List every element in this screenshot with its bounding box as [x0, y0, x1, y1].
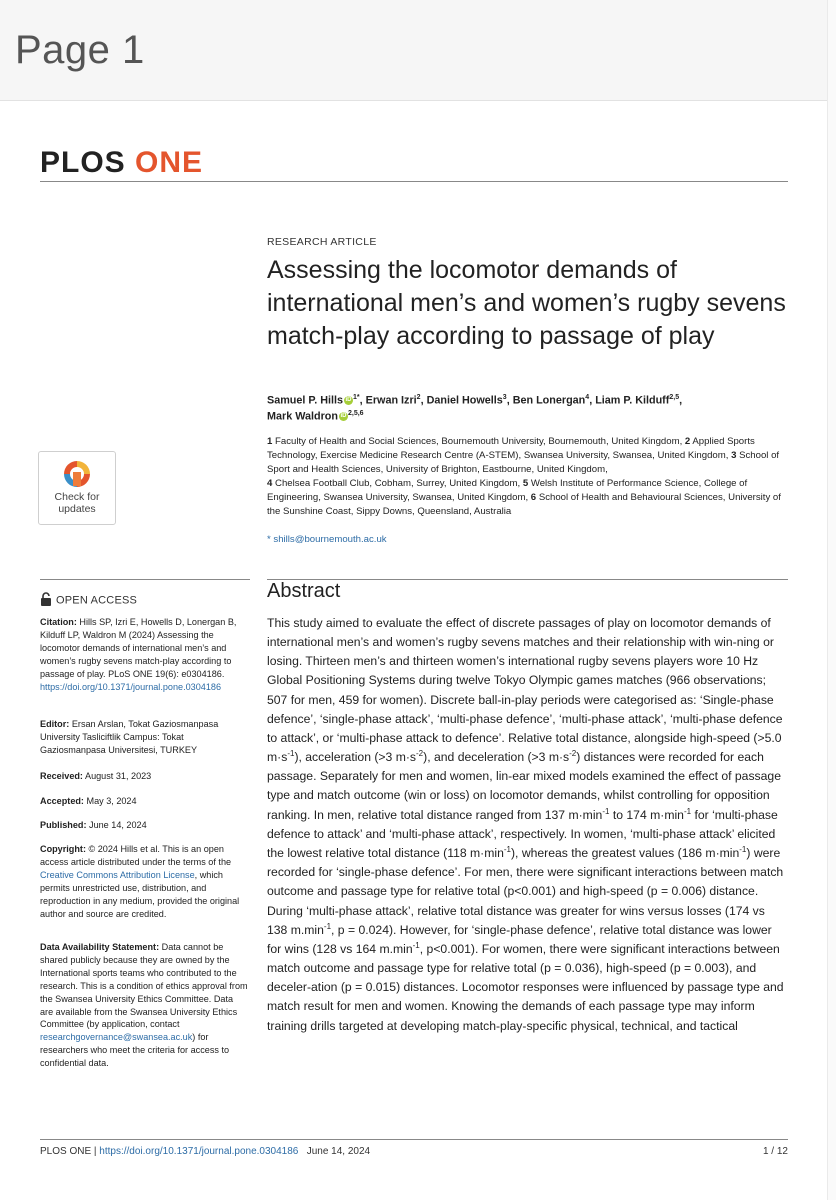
- check-updates-line1: Check for: [54, 491, 100, 503]
- copyright-text-end: , which permits unrestricted use, distribution, and reproduction in any medium, provided the original author and source are credited.: [40, 869, 240, 919]
- abstract-segment: for ‘multi-phase defence to attack’ and ‘multi-phase attack’, respectively. In women, ‘multi-phase attack’ elicited the lowest relative total distance (118 m·min: [267, 807, 778, 861]
- accepted-block: [40, 795, 248, 808]
- corresponding-marker: *: [356, 394, 360, 401]
- author-affiliation: 2,5: [669, 394, 680, 401]
- logo-plos: PLOS: [40, 146, 126, 179]
- editor-text: Ersan Arslan, Tokat Gaziosmanpasa University Tasliciftlik Campus: Tokat Gaziosmanpasa Universitesi, TURKEY: [40, 719, 219, 755]
- superscript: -1: [602, 806, 610, 816]
- citation-block: [40, 616, 248, 693]
- header-rule: [40, 181, 788, 182]
- affiliation-number: 4: [267, 477, 273, 489]
- published-date: June 14, 2024: [89, 820, 147, 830]
- check-for-updates-badge[interactable]: [38, 451, 116, 525]
- abstract-text: [267, 614, 788, 1036]
- superscript: -1: [503, 845, 511, 854]
- orcid-icon[interactable]: iD: [340, 413, 347, 420]
- abstract-rule: [267, 579, 788, 580]
- sidebar-rule: [40, 579, 250, 580]
- copyright-block: [40, 843, 248, 920]
- accepted-date: May 3, 2024: [86, 796, 137, 806]
- author-affiliation: 2,5,6: [348, 410, 364, 418]
- published-label: Published:: [40, 820, 87, 830]
- contact-email-link[interactable]: researchgovernance@swansea.ac.uk: [40, 1032, 193, 1043]
- license-link[interactable]: Creative Commons Attribution License: [40, 869, 195, 880]
- check-updates-line2: updates: [58, 503, 96, 516]
- superscript: -2: [569, 749, 577, 759]
- check-updates-icon: [62, 459, 92, 489]
- affiliation-number: 6: [530, 491, 537, 503]
- author-name[interactable]: Mark Waldron: [267, 410, 338, 423]
- affiliation-number: 3: [731, 449, 737, 461]
- affiliation-text: Applied Sports Technology, Exercise Medicine Research Centre (A-STEM), Swansea University, Swansea, United Kingdom,: [267, 436, 755, 461]
- author-name[interactable]: Liam P. Kilduff: [595, 394, 670, 407]
- copyright-label: Copyright:: [40, 844, 86, 854]
- published-block: [40, 819, 248, 832]
- abstract-segment: ) distances were recorded for each passage. Separately for men and women, lin-ear mixed models examined the effect of passage type and match outcome (win or loss) on locomotor demands, whilst controlling for opposition ranking. In men, relative total distance ranged from 137 m·min: [267, 750, 781, 822]
- accepted-label: Accepted:: [40, 796, 84, 806]
- page-footer: [40, 1146, 788, 1157]
- superscript: -1: [739, 845, 747, 854]
- received-label: Received:: [40, 771, 83, 781]
- affiliation-number: 1: [267, 436, 273, 447]
- viewer-header: [0, 0, 836, 101]
- affiliation-number: 5: [522, 477, 529, 489]
- abstract-segment: ), whereas the greatest values (186 m·min: [510, 846, 740, 861]
- superscript: -2: [416, 749, 424, 759]
- superscript: -1: [323, 921, 332, 931]
- journal-logo: [40, 146, 203, 180]
- abstract-segment: ), and deceleration (>3 m·s: [423, 750, 570, 765]
- citation-doi-link[interactable]: https://doi.org/10.1371/journal.pone.0304186: [40, 681, 222, 692]
- author-name[interactable]: Erwan Izri: [365, 394, 417, 407]
- author-affiliation: 3: [502, 394, 507, 401]
- footer-doi-link[interactable]: https://doi.org/10.1371/journal.pone.0304186: [99, 1146, 299, 1157]
- received-block: [40, 770, 248, 783]
- author-name[interactable]: Samuel P. Hills: [267, 394, 344, 407]
- data-availability-text: Data cannot be shared publicly because they are owned by the International sports teams who contributed to the research. This is a condition of ethics approval from the Swansea University Ethics Committee. Data are available from the Swansea University Ethics Committee (by application, contact: [40, 942, 248, 1030]
- affiliation-text: Faculty of Health and Social Sciences, Bournemouth University, Bournemouth, United Kingdom,: [275, 436, 683, 447]
- author-list: Samuel P. Hills iD $^{1*}$, Erwan Izri$^2$, Daniel Howells$^3$, Ben Lonergan$^4$, Liam P. Kilduff$^{2,5}$, Mark Waldron iD $^{2,5,6}$: [267, 394, 683, 423]
- abstract-segment: ) were recorded for ‘single-phase defence’. For men, there were significant interactions between match outcome and passage type for relative total (p<0.001) and high-speed (p = 0.006) distance. During ‘multi-phase attack’, relative total distance was greater for wins versus losses (174 vs 138 m.min: [267, 846, 784, 937]
- check-updates-label: [39, 491, 115, 515]
- abstract-segment: , p = 0.024). However, for ‘single-phase defence’, relative total distance was lower for wins (128 vs 164 m.min: [267, 922, 772, 956]
- orcid-icon[interactable]: iD: [345, 397, 352, 404]
- abstract-segment: , p<0.001). For women, there were significant interactions between match outcome and passage type for relative total (p = 0.036), high-speed (p = 0.003), and deceler-ation (p = 0.015) distances. Locomotor responses were influenced by passage type and match result for men and women. Knowing the demands of each passage type may inform training drills targeted at developing match-play-specific physical, technical, and tactical: [267, 941, 784, 1033]
- received-date: August 31, 2023: [85, 771, 152, 781]
- footer-date: June 14, 2024: [306, 1146, 371, 1157]
- author-affiliation: 1: [353, 394, 357, 401]
- affiliation-text: Chelsea Football Club, Cobham, Surrey, United Kingdom,: [275, 477, 521, 489]
- viewer-scroll-edge[interactable]: [827, 0, 836, 1200]
- page-number: 1 / 12: [762, 1146, 788, 1157]
- corresponding-email[interactable]: * shills@bournemouth.ac.uk: [267, 534, 387, 545]
- affiliation-text: School of Sport and Health Sciences, University of Brighton, Eastbourne, United Kingdom,: [267, 449, 780, 475]
- abstract-heading: Abstract: [267, 580, 341, 602]
- affiliation-number: 2: [684, 436, 691, 447]
- article-type: RESEARCH ARTICLE: [267, 236, 377, 248]
- data-availability-block: [40, 941, 248, 1070]
- logo-one: ONE: [135, 146, 204, 179]
- open-lock-icon: [40, 592, 52, 609]
- open-access-text: OPEN ACCESS: [56, 594, 138, 607]
- affiliations: [267, 435, 789, 518]
- author-name[interactable]: Daniel Howells: [426, 394, 503, 407]
- footer-rule: [40, 1139, 788, 1140]
- citation-label: Citation:: [40, 617, 77, 627]
- abstract-segment: ), acceleration (>3 m·s: [294, 750, 417, 765]
- abstract-segment: to 174 m·min: [609, 807, 684, 822]
- footer-journal: PLOS ONE |: [40, 1146, 97, 1157]
- superscript: -1: [287, 749, 295, 759]
- data-availability-text-end: ) for researchers who meet the criteria for access to confidential data.: [40, 1032, 230, 1069]
- editor-block: [40, 718, 248, 757]
- affiliation-text: School of Health and Behavioural Sciences, University of the Sunshine Coast, Sippy Downs, Queensland, Australia: [267, 491, 781, 517]
- superscript: -1: [683, 806, 692, 816]
- superscript: -1: [412, 940, 420, 950]
- abstract-segment: This study aimed to evaluate the effect of discrete passages of play on locomotor demands of international men’s and women’s rugby sevens matches and their relationship with win-ning or losing. Thirteen men’s and thirteen women’s international rugby sevens players wore 10 Hz Global Positioning Systems during twelve Tokyo Olympic games matches (966 observations; 507 for men, 459 for women). Discrete ball-in-play periods were categorised as: ‘Single-phase defence’, ‘single-phase attack’, ‘multi-phase defence’, ‘multi-phase attack’, ‘multi-phase defence to attack’, or ‘multi-phase attack to defence’. Relative total distance, alongside high-speed (>5.0 m·s: [267, 616, 783, 765]
- article-title: Assessing the locomotor demands of international men’s and women’s rugby sevens match-play according to passage of play: [267, 256, 786, 350]
- author-affiliation: 2: [416, 394, 421, 401]
- author-affiliation: 4: [585, 394, 590, 401]
- copyright-text: © 2024 Hills et al. This is an open access article distributed under the terms of the: [40, 844, 232, 867]
- affiliation-text: Welsh Institute of Performance Science, College of Engineering, Swansea University, Swansea, United Kingdom,: [267, 477, 748, 503]
- citation-text: Hills SP, Izri E, Howells D, Lonergan B, Kilduff LP, Waldron M (2024) Assessing the locomotor demands of international men’s and women’s rugby sevens match-play according to passage of play. PLoS ONE 19(6): e0304186.: [40, 617, 237, 679]
- data-availability-label: Data Availability Statement:: [40, 942, 160, 952]
- page-label: Page 1: [15, 28, 145, 72]
- open-access-label: [40, 592, 137, 609]
- editor-label: Editor:: [40, 719, 70, 729]
- author-name[interactable]: Ben Lonergan: [512, 394, 586, 407]
